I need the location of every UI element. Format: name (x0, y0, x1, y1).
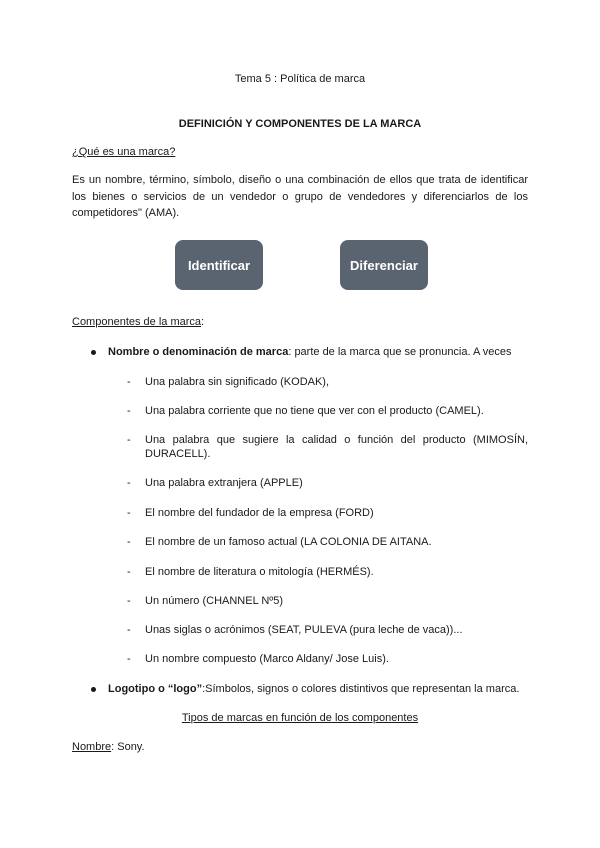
dash: - (127, 434, 131, 446)
dash: - (127, 376, 131, 388)
dash: - (127, 624, 131, 636)
bullet-dot-2 (91, 687, 96, 692)
differentiate-box: Diferenciar (340, 240, 428, 290)
bullet-logo-bold: Logotipo o “logo” (108, 683, 203, 695)
list-item: El nombre de literatura o mitología (HERMÉS). (145, 566, 374, 578)
bullet-name-rest: : parte de la marca que se pronuncia. A veces (288, 346, 512, 358)
bullet-name-bold: Nombre o denominación de marca (108, 346, 289, 358)
dash: - (127, 653, 131, 665)
topic-header: Tema 5 : Política de marca (234, 73, 366, 85)
dash: - (127, 536, 131, 548)
list-item: Un nombre compuesto (Marco Aldany/ Jose Luis). (145, 653, 389, 665)
bullet-dot-1 (91, 350, 96, 355)
identify-box: Identificar (175, 240, 263, 290)
dash: - (127, 405, 131, 417)
page-title: DEFINICIÓN Y COMPONENTES DE LA MARCA (178, 118, 422, 130)
example-line (72, 740, 145, 754)
list-item: Una palabra extranjera (APPLE) (145, 477, 303, 489)
components-heading-colon: : (201, 316, 205, 328)
example-rest: : Sony. (111, 741, 145, 753)
list-item: El nombre del fundador de la empresa (FORD) (145, 507, 374, 519)
example-label: Nombre (72, 741, 112, 753)
list-item: El nombre de un famoso actual (LA COLONIA DE AITANA. (145, 536, 432, 548)
list-item: Un número (CHANNEL Nº5) (145, 595, 284, 607)
list-item: Una palabra sin significado (KODAK), (145, 376, 330, 388)
dash: - (127, 507, 131, 519)
types-heading: Tipos de marcas en función de los componentes (181, 712, 419, 724)
bullet-logo (108, 682, 519, 696)
definition-paragraph: Es un nombre, término, símbolo, diseño o una combinación de ellos que trata de identificar los bienes o servicios de un vendedor o grupo de vendedores y diferenciarlos de los competidores" (AMA). (72, 174, 528, 219)
bullet-name (108, 345, 512, 359)
list-item: Unas siglas o acrónimos (SEAT, PULEVA (pura leche de vaca))... (145, 624, 463, 636)
dash: - (127, 595, 131, 607)
components-heading (72, 315, 204, 329)
dash: - (127, 566, 131, 578)
list-item: Una palabra que sugiere la calidad o función del producto (MIMOSÍN, DURACELL). (145, 434, 528, 460)
list-item: Una palabra corriente que no tiene que ver con el producto (CAMEL). (145, 405, 484, 417)
bullet-logo-rest: :Símbolos, signos o colores distintivos que representan la marca. (202, 683, 520, 695)
dash: - (127, 477, 131, 489)
question-heading: ¿Qué es una marca? (72, 146, 176, 158)
components-heading-text: Componentes de la marca (72, 316, 202, 328)
